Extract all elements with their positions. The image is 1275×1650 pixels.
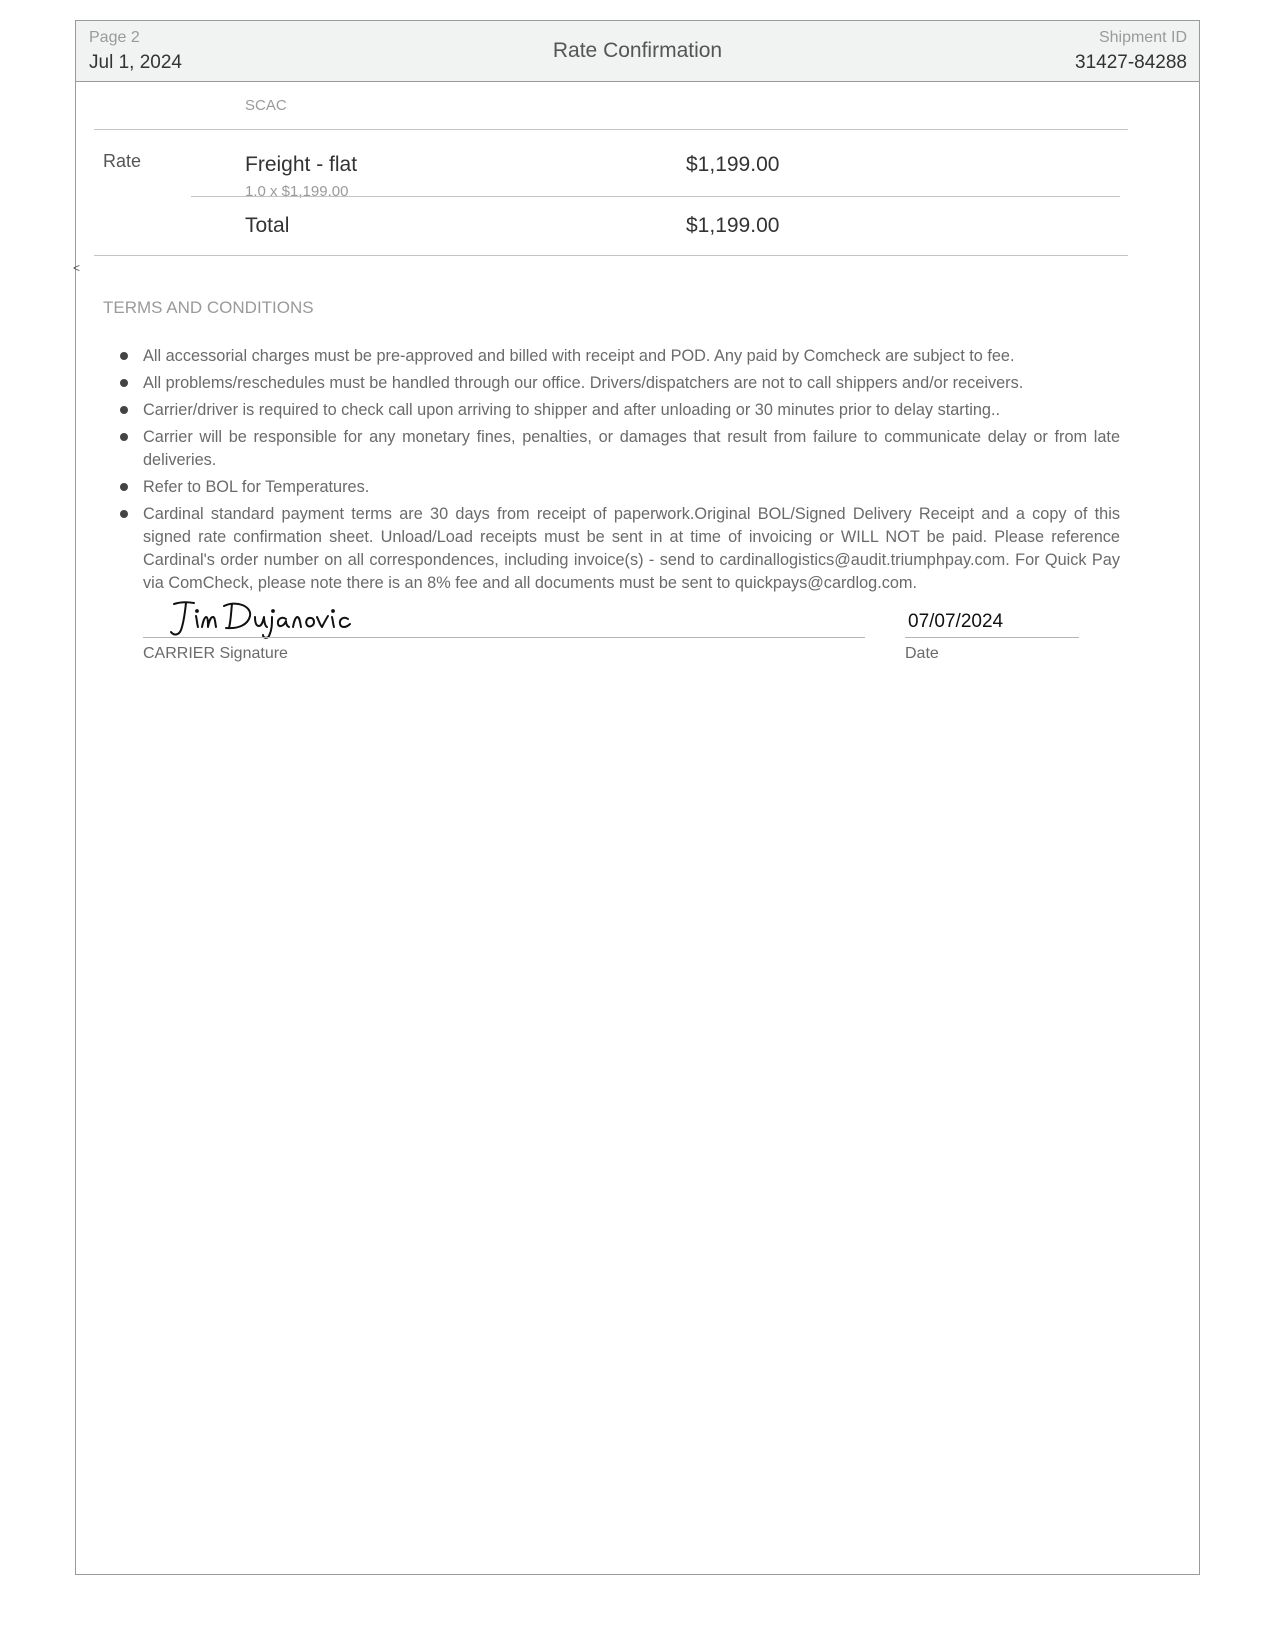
terms-item: Carrier/driver is required to check call upon arriving to shipper and after unloading or 30 minutes prior to delay starting.. bbox=[120, 399, 1120, 422]
terms-item: Cardinal standard payment terms are 30 days from receipt of paperwork.Original BOL/Signed Delivery Receipt and a copy of this signed rate confirmation sheet. Unload/Load receipts must be sent in at time of invoicing or WILL NOT be paid. Please reference Cardinal's order number on all correspondences, including invoice(s) - send to cardinallogistics@audit.triumphpay.com. For Quick Pay via ComCheck, please note there is an 8% fee and all documents must be sent to quickpays@cardlog.com. bbox=[120, 503, 1120, 595]
rate-item-quantity: 1.0 x $1,199.00 bbox=[245, 183, 349, 200]
terms-item: All problems/reschedules must be handled through our office. Drivers/dispatchers are not to call shippers and/or receivers. bbox=[120, 372, 1120, 395]
date-line bbox=[905, 637, 1079, 638]
rate-confirmation-page bbox=[75, 20, 1200, 1575]
carrier-section-divider bbox=[94, 129, 1128, 130]
rate-items-divider bbox=[191, 196, 1120, 197]
document-date: Jul 1, 2024 bbox=[89, 52, 182, 73]
signature-date-value: 07/07/2024 bbox=[908, 611, 1004, 632]
terms-list bbox=[120, 345, 1120, 599]
rate-section-label: Rate bbox=[103, 151, 142, 171]
shipment-id-label: Shipment ID bbox=[1098, 29, 1187, 46]
carrier-signature-label: CARRIER Signature bbox=[143, 645, 288, 662]
terms-item: Carrier will be responsible for any monetary fines, penalties, or damages that result from failure to communicate delay or from late deliveries. bbox=[120, 426, 1120, 472]
signature-date-label: Date bbox=[905, 645, 939, 662]
terms-title: TERMS AND CONDITIONS bbox=[103, 298, 314, 317]
shipment-id-value: 31427-84288 bbox=[1075, 52, 1187, 73]
terms-item: Refer to BOL for Temperatures. bbox=[120, 476, 1120, 499]
terms-item: All accessorial charges must be pre-approved and billed with receipt and POD. Any paid by Comcheck are subject to fee. bbox=[120, 345, 1120, 368]
rate-total-label: Total bbox=[245, 214, 290, 237]
stray-mark: < bbox=[73, 261, 81, 275]
carrier-signature-image bbox=[166, 598, 376, 640]
rate-item-amount: $1,199.00 bbox=[686, 153, 780, 176]
page-number: Page 2 bbox=[89, 29, 140, 46]
scac-label: SCAC bbox=[245, 97, 287, 114]
page-header bbox=[76, 21, 1199, 82]
rate-section-divider bbox=[94, 255, 1128, 256]
rate-total-amount: $1,199.00 bbox=[686, 214, 780, 237]
rate-item-description: Freight - flat bbox=[245, 153, 358, 176]
signature-line bbox=[143, 637, 865, 638]
document-title: Rate Confirmation bbox=[552, 39, 723, 62]
